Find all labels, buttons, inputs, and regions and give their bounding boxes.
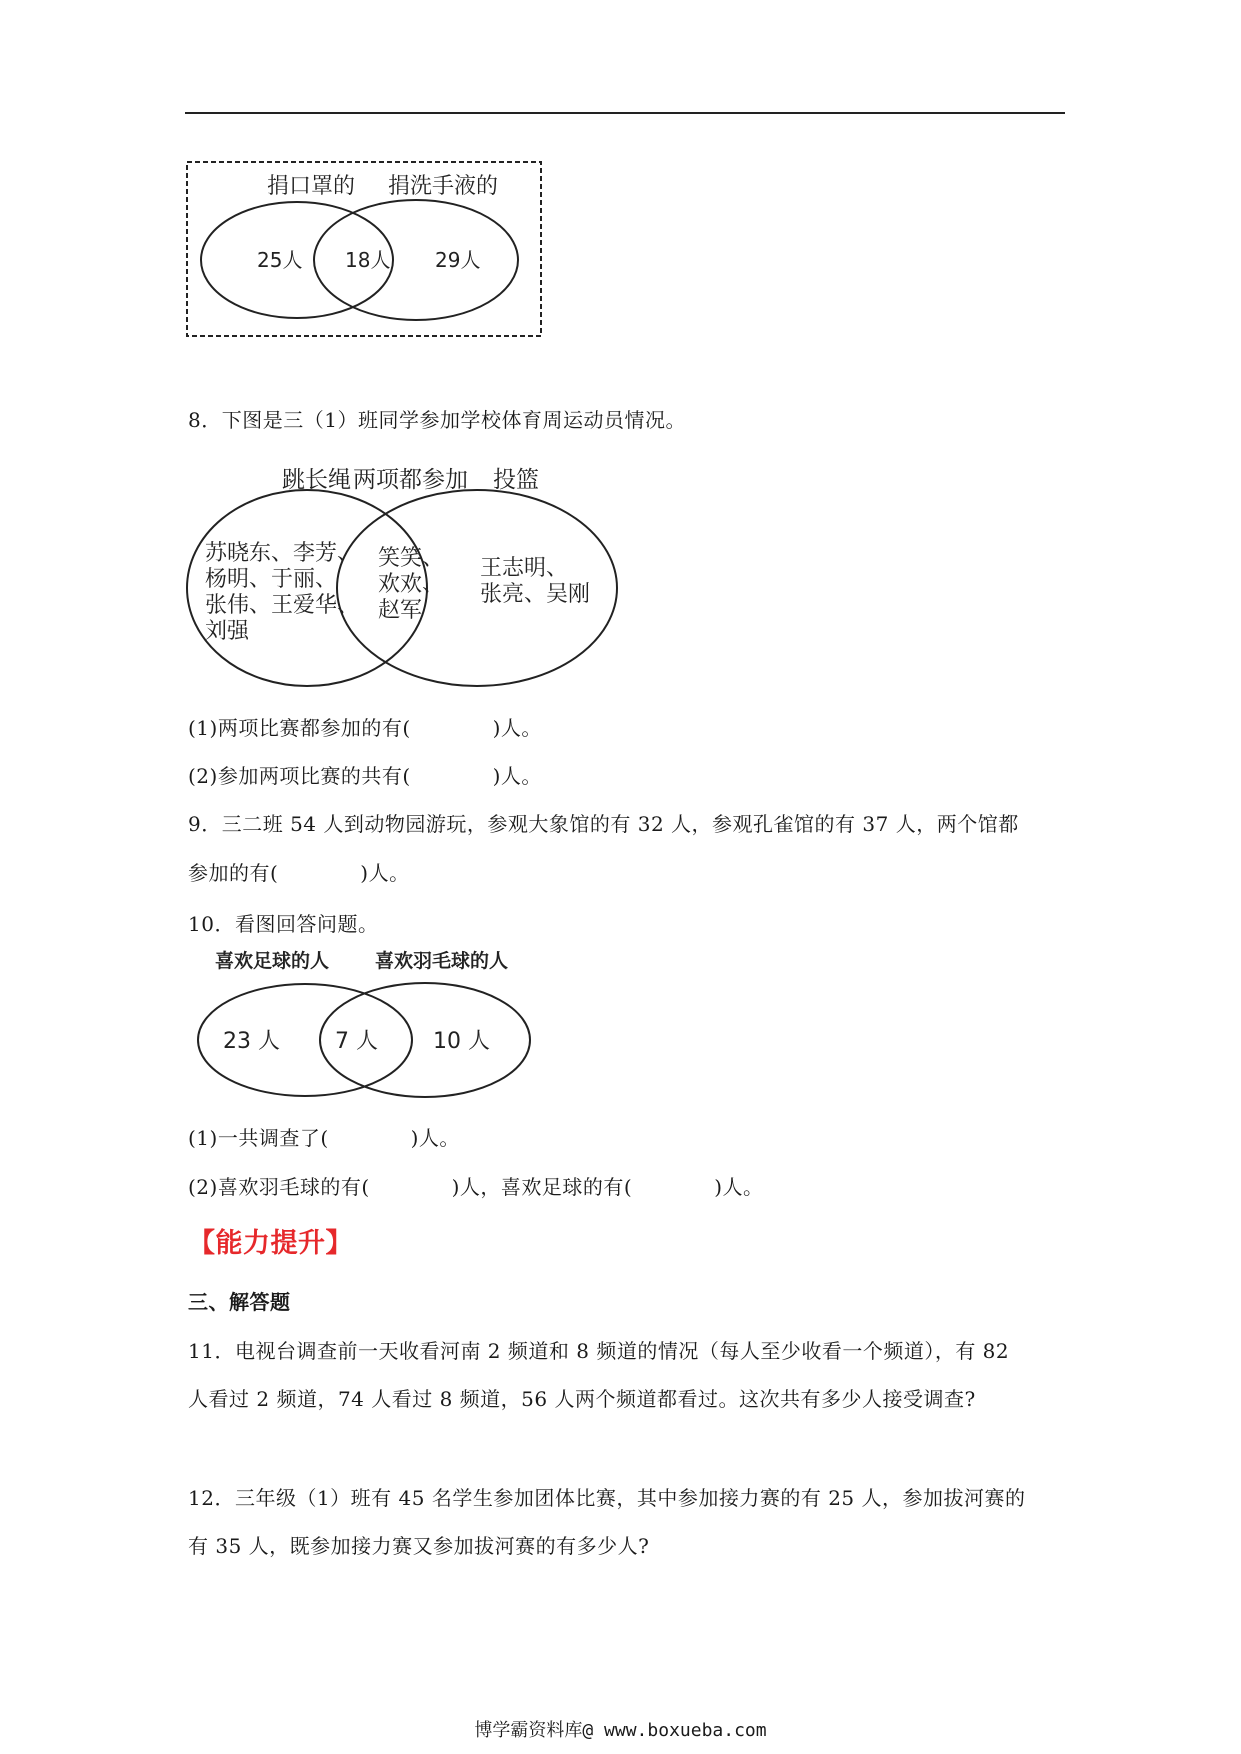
- question-8-text: 8．下图是三（1）班同学参加学校体育周运动员情况。: [188, 408, 686, 432]
- venn-right-name: 张亮、吴刚: [480, 582, 591, 607]
- question-11-line-2: 人看过 2 频道，74 人看过 8 频道，56 人两个频道都看过。这次共有多少人接受调查?: [188, 1387, 976, 1411]
- venn-left-name: 张伟、王爱华、: [205, 593, 360, 618]
- question-10-text: 10．看图回答问题。: [188, 912, 379, 936]
- question-9-line-2: 参加的有( )人。: [188, 861, 410, 885]
- venn-left-name: 刘强: [205, 619, 250, 644]
- footer-watermark: 博学霸资料库@ www.boxueba.com: [474, 1720, 767, 1741]
- venn-both-value: 7 人: [335, 1029, 378, 1054]
- venn-diagram-sports-preferences: [195, 945, 535, 1105]
- venn-right-value: 10 人: [433, 1029, 490, 1054]
- venn-both-label: 两项都参加: [353, 467, 468, 493]
- venn-left-value: 25人: [257, 248, 303, 272]
- question-11-line-1: 11．电视台调查前一天收看河南 2 频道和 8 频道的情况（每人至少收看一个频道），有 82: [188, 1339, 1010, 1363]
- venn-both-value: 18人: [345, 248, 391, 272]
- question-10-sub-2: (2)喜欢羽毛球的有( )人，喜欢足球的有( )人。: [188, 1175, 764, 1199]
- question-10-sub-1: (1)一共调查了( )人。: [188, 1126, 460, 1150]
- question-9-line-1: 9．三二班 54 人到动物园游玩，参观大象馆的有 32 人，参观孔雀馆的有 37 人，两个馆都: [188, 812, 1019, 836]
- venn-left-label: 跳长绳: [282, 467, 351, 493]
- venn-left-name: 杨明、于丽、: [205, 567, 338, 592]
- header-rule: [185, 112, 1065, 114]
- venn-diagram-sports: [185, 455, 635, 695]
- section-heading: 三、解答题: [188, 1290, 291, 1314]
- venn-right-label: 投篮: [493, 467, 539, 493]
- venn-right-value: 29人: [435, 248, 481, 272]
- question-8-sub-1: (1)两项比赛都参加的有( )人。: [188, 716, 542, 740]
- venn-left-name: 苏晓东、李芳、: [205, 541, 360, 566]
- venn-both-name: 欢欢、: [378, 572, 445, 597]
- venn-diagram-donations: [185, 160, 545, 340]
- venn-left-value: 23 人: [223, 1029, 280, 1054]
- ability-heading: 【能力提升】: [188, 1228, 353, 1259]
- venn-both-name: 笑笑、: [378, 546, 445, 571]
- question-12-line-2: 有 35 人，既参加接力赛又参加拔河赛的有多少人?: [188, 1534, 650, 1558]
- venn-both-name: 赵军: [378, 598, 423, 623]
- venn-right-label: 捐洗手液的: [388, 174, 499, 199]
- question-8-sub-2: (2)参加两项比赛的共有( )人。: [188, 764, 542, 788]
- question-12-line-1: 12．三年级（1）班有 45 名学生参加团体比赛，其中参加接力赛的有 25 人，参加拔河赛的: [188, 1486, 1026, 1510]
- venn-left-label: 喜欢足球的人: [215, 950, 330, 972]
- venn-left-label: 捐口罩的: [267, 174, 356, 199]
- venn-right-label: 喜欢羽毛球的人: [375, 950, 509, 972]
- venn-right-name: 王志明、: [480, 556, 569, 581]
